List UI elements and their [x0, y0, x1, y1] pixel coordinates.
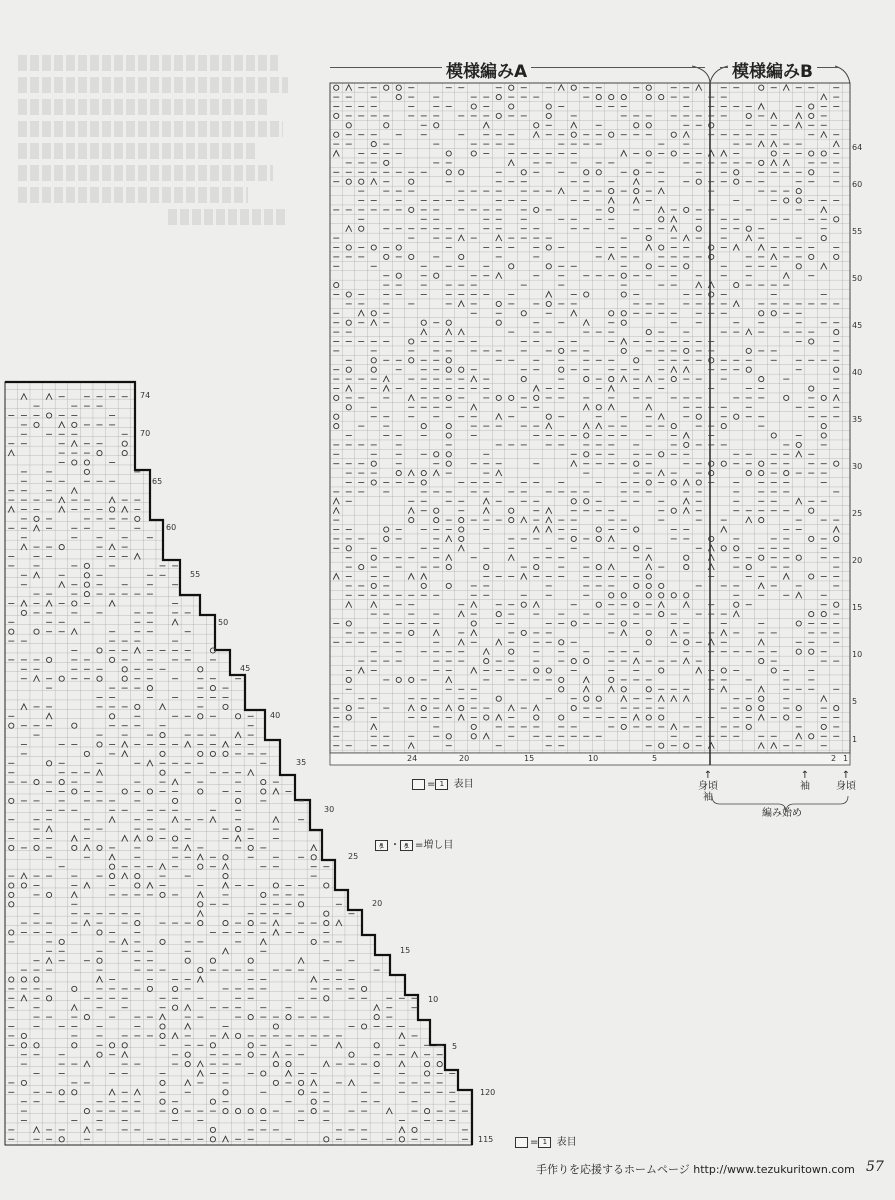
chart-a-col-2: 2 [831, 754, 837, 763]
marker-sleeve: ↑ 袖 [800, 770, 810, 792]
sleeve-row-50: 50 [218, 618, 229, 627]
sleeve-row-5: 5 [452, 1042, 458, 1051]
sleeve-row-55: 55 [190, 570, 201, 579]
sleeve-legend [515, 1133, 577, 1148]
sleeve-row-65: 65 [152, 477, 163, 486]
increase-separator: ・ [390, 840, 400, 851]
sleeve-row-15: 15 [400, 946, 411, 955]
chart-a-title: 模様編みA [442, 57, 531, 82]
start-label: 編み始め [762, 808, 802, 819]
blank-symbol-box-2 [515, 1137, 528, 1148]
chart-a-row-20: 20 [852, 556, 863, 566]
chart-a-col-5: 5 [652, 754, 658, 763]
chart-a-row-50: 50 [852, 274, 863, 284]
chart-a-col-1: 1 [843, 754, 849, 763]
sleeve-row-120: 120 [480, 1088, 496, 1097]
legend-equals: = [427, 779, 436, 790]
chart-a-row-15: 15 [852, 603, 863, 613]
sleeve-row-45: 45 [240, 664, 251, 673]
footer-text: 手作りを応援するホームページ http://www.tezukuritown.com [536, 1163, 855, 1176]
chart-a-legend [412, 775, 474, 790]
legend-equals-2: = [530, 1137, 539, 1148]
page-number: 57 [866, 1159, 884, 1175]
sleeve-row-35: 35 [296, 758, 307, 767]
sleeve-row-30: 30 [324, 805, 335, 814]
marker-body: ↑ 身頃 [836, 770, 856, 792]
chart-a-row-35: 35 [852, 415, 863, 425]
chart-b-bracket-end [835, 66, 850, 84]
chart-a-row-64: 64 [852, 142, 863, 152]
chart-a-row-30: 30 [852, 462, 863, 472]
blank-symbol-box [412, 779, 425, 790]
legend-text: 表目 [453, 779, 474, 790]
marker-body-sleeve: ↑ 身頃 袖 [698, 770, 718, 803]
chart-a-row-5: 5 [852, 697, 858, 707]
sleeve-row-25: 25 [348, 852, 359, 861]
chart-a-row-40: 40 [852, 368, 863, 378]
sleeve-row-20: 20 [372, 899, 383, 908]
chart-a-row-55: 55 [852, 227, 863, 237]
chart-a-row-60: 60 [852, 180, 863, 190]
legend-text-2: 表目 [556, 1137, 577, 1148]
increase-text: =増し目 [415, 840, 454, 851]
increase-legend [375, 836, 453, 851]
increase-symbol-left: ዿ [375, 840, 388, 851]
chart-b-bracket [692, 66, 728, 84]
sleeve-row-60: 60 [166, 523, 177, 532]
sleeve-row-74: 74 [140, 391, 151, 400]
chart-a-col-20: 20 [459, 754, 470, 763]
increase-symbol-right: ዿ [400, 840, 413, 851]
sleeve-row-115: 115 [478, 1135, 494, 1144]
chart-a-row-1: 1 [852, 735, 858, 744]
chart-a-row-10: 10 [852, 650, 863, 660]
chart-a-row-25: 25 [852, 509, 863, 519]
knit-symbol-box-2: 1 [538, 1137, 551, 1148]
chart-a-col-10: 10 [588, 754, 599, 763]
sleeve-row-10: 10 [428, 995, 439, 1004]
chart-b-title: 模様編みB [728, 57, 817, 82]
sleeve-row-70: 70 [140, 429, 151, 438]
chart-a-col-15: 15 [524, 754, 535, 763]
knit-symbol-box: 1 [435, 779, 448, 790]
chart-a-col-24: 24 [407, 754, 418, 763]
sleeve-row-40: 40 [270, 711, 281, 720]
chart-a-row-45: 45 [852, 321, 863, 331]
chart-a-grid [330, 83, 850, 753]
